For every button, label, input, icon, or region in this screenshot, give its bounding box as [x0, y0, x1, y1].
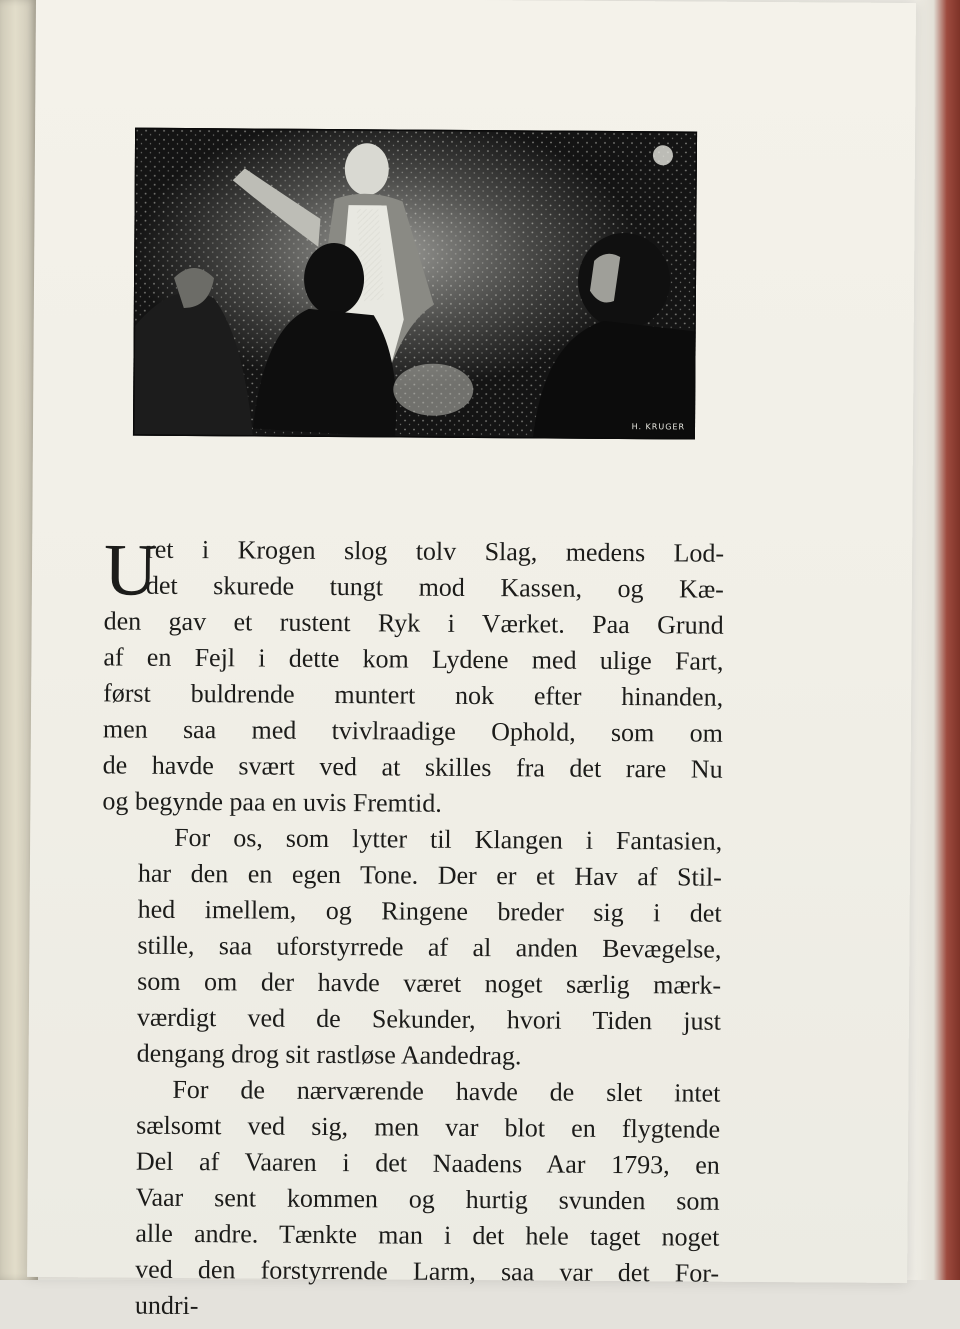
text-line: For os, som lytter til Klangen i Fantasien, — [174, 822, 723, 856]
text-line: undri- — [134, 1290, 199, 1321]
text-line: hed imellem, og Ringene breder sig i det — [137, 894, 722, 928]
text-line: ved den forstyrrende Larm, saa var det For- — [135, 1254, 720, 1288]
text-line: ret i Krogen slog tolv Slag, medens Lod- — [146, 534, 725, 568]
text-line: sælsomt ved sig, men var blot en flygtende — [136, 1110, 721, 1144]
text-line: det skurede tungt mod Kassen, og Kæ- — [145, 570, 724, 604]
lamp-icon — [653, 145, 673, 165]
drop-cap: U — [103, 529, 158, 612]
paragraph-1 — [102, 531, 724, 823]
paragraph-2 — [101, 819, 723, 1075]
text-line: Vaar sent kommen og hurtig svunden som — [135, 1182, 720, 1216]
text-line: Del af Vaaren i det Naadens Aar 1793, en — [135, 1146, 720, 1180]
text-line: først buldrende muntert nok efter hinanden, — [103, 678, 724, 712]
text-line: men saa med tvivlraadige Ophold, som om — [102, 714, 723, 748]
text-line: har den en egen Tone. Der er et Hav af Stil- — [137, 858, 722, 892]
book-page — [27, 0, 916, 1321]
illustration-art — [133, 128, 697, 440]
woodcut-illustration — [133, 128, 697, 440]
book-cover-edge — [916, 0, 960, 1280]
text-line: som om der havde været noget særlig mærk- — [137, 966, 722, 1000]
illustration-signature: H. KRUGER — [631, 422, 686, 432]
text-line: de havde svært ved at skilles fra det rare Nu — [102, 750, 723, 784]
text-line: stille, saa uforstyrrede af al anden Bevægelse, — [137, 930, 722, 964]
text-line: For de nærværende havde de slet intet — [172, 1074, 721, 1108]
text-line: alle andre. Tænkte man i det hele taget noget — [135, 1218, 720, 1252]
text-line: dengang drog sit rastløse Aandedrag. — [136, 1038, 522, 1071]
text-line: og begynde paa en uvis Fremtid. — [102, 786, 442, 818]
text-line: den gav et rustent Ryk i Værket. Paa Grund — [103, 606, 724, 640]
body-text — [99, 531, 725, 1327]
paragraph-3 — [99, 1071, 721, 1327]
text-line: værdigt ved de Sekunder, hvori Tiden just — [136, 1002, 721, 1036]
text-line: af en Fejl i dette kom Lydene med ulige Fart, — [103, 642, 724, 676]
